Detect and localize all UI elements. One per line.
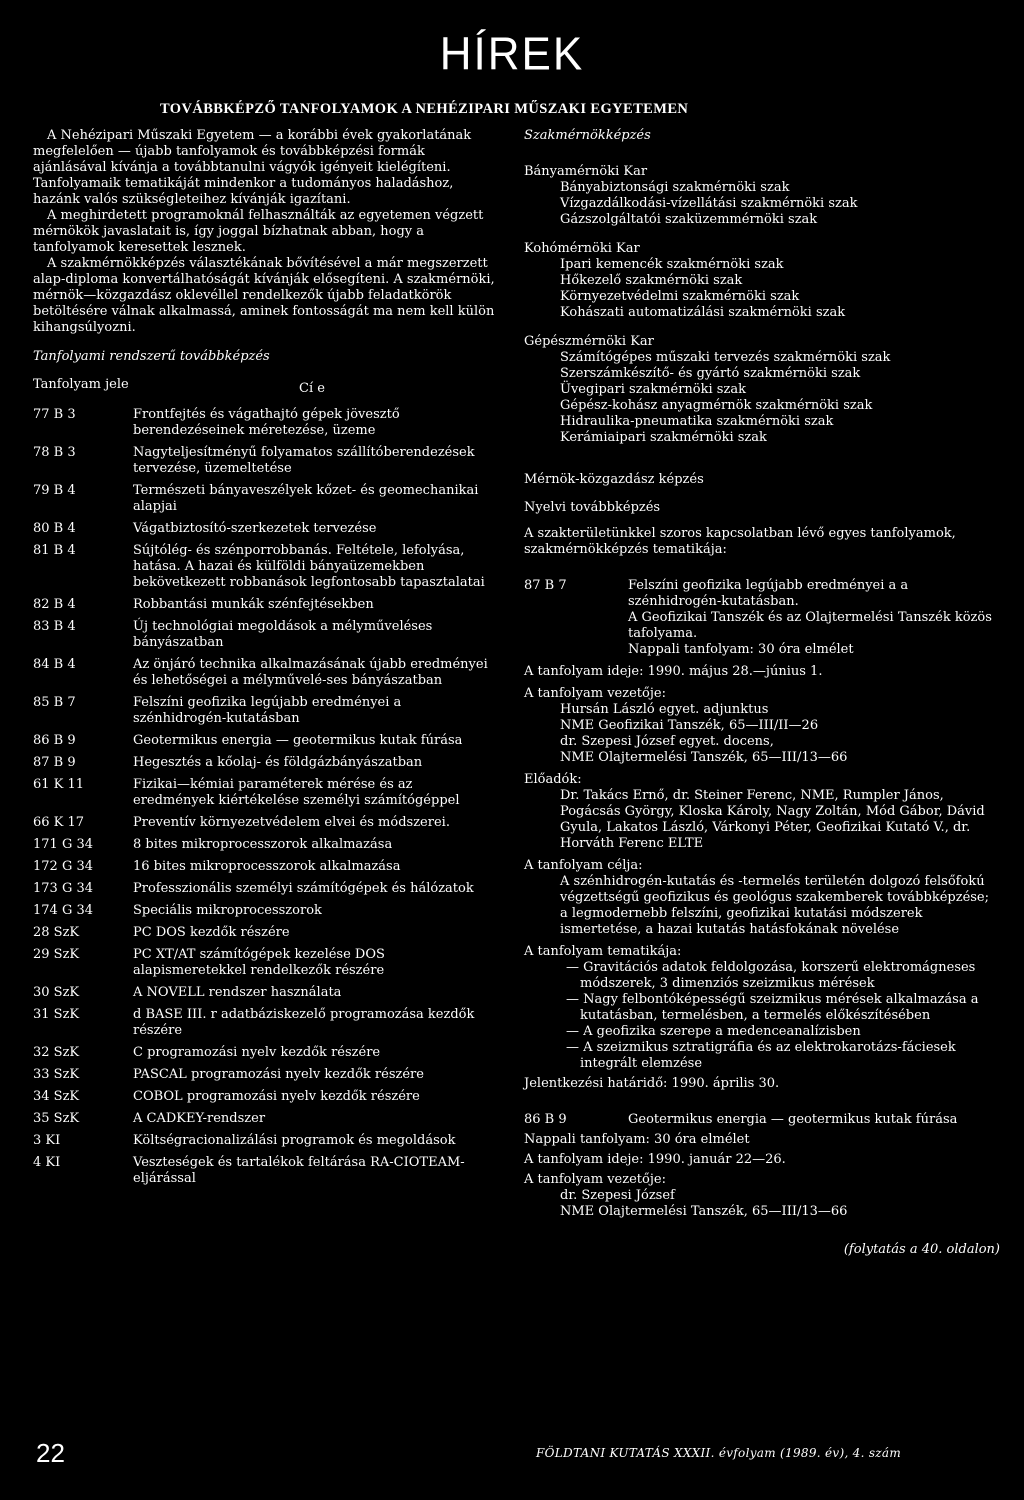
course-title: Frontfejtés és vágathajtó gépek jövesztő berendezéseinek méretezése, üzeme: [133, 407, 400, 438]
course-code: 3 KI: [33, 1133, 61, 1148]
course-row: [33, 903, 497, 925]
section-title-courses: Tanfolyami rendszerű továbbképzés: [33, 349, 270, 364]
course-note: Nappali tanfolyam: 30 óra elmélet: [628, 642, 854, 657]
mernok-kozgazdasz: Mérnök-közgazdász képzés: [524, 472, 704, 487]
banya-item: Gázszolgáltatói szaküzemmérnöki szak: [560, 212, 818, 227]
course-code: 81 B 4: [33, 543, 76, 558]
leader-line: dr. Szepesi József egyet. docens,: [560, 734, 774, 749]
header-code: Tanfolyam jele: [33, 377, 129, 392]
leader-line: dr. Szepesi József: [560, 1188, 675, 1203]
course-code: 171 G 34: [33, 837, 94, 852]
goal-text: A szénhidrogén-kutatás és -termelés területén dolgozó felsőfokú végzettségű geofizikus és geológus szakemberek továbbképzése; a legmodernebb felszíni, geofizikai kutatási módszerek ismertetése, a hazai kutatás hatásfokának növelése: [560, 874, 990, 937]
header-title: Cí e: [299, 381, 325, 396]
course-row: [33, 985, 497, 1007]
course-code: 33 SzK: [33, 1067, 80, 1082]
course-row: [33, 521, 497, 543]
gep-item: Hidraulika-pneumatika szakmérnöki szak: [560, 414, 834, 429]
left-column: [33, 128, 497, 1193]
course-code: 35 SzK: [33, 1111, 80, 1126]
course-row: [33, 619, 497, 657]
course-title: A NOVELL rendszer használata: [133, 985, 342, 1000]
course-code: 78 B 3: [33, 445, 76, 460]
course-title: Fizikai—kémiai paraméterek mérése és az eredmények kiértékelése személyi számítógéppel: [133, 777, 460, 808]
course-note: A Geofizikai Tanszék és az Olajtermelési Tanszék közös tafolyama.: [628, 610, 992, 641]
course-title: COBOL programozási nyelv kezdők részére: [133, 1089, 420, 1104]
course-code: 85 B 7: [33, 695, 76, 710]
course-row: [33, 483, 497, 521]
course-row: [33, 777, 497, 815]
course-87b7: [524, 578, 1000, 610]
course-title: Robbantási munkák szénfejtésekben: [133, 597, 374, 612]
tematika-intro: A szakterületünkkel szoros kapcsolatban lévő egyes tanfolyamok, szakmérnökképzés tematikája:: [524, 526, 956, 557]
course-title: Preventív környezetvédelem elvei és módszerei.: [133, 815, 450, 830]
course-code: 84 B 4: [33, 657, 76, 672]
course-row: [33, 1089, 497, 1111]
course-title: Veszteségek és tartalékok feltárása RA-CIOTEAM-eljárással: [133, 1155, 465, 1186]
course-code: 31 SzK: [33, 1007, 80, 1022]
course-title: PC DOS kezdők részére: [133, 925, 290, 940]
course-code: 29 SzK: [33, 947, 80, 962]
course-code: 30 SzK: [33, 985, 80, 1000]
courses-table-header: [33, 377, 497, 397]
course-row: [33, 1067, 497, 1089]
lecturers-label: Előadók:: [524, 772, 582, 787]
course-row: [33, 947, 497, 985]
course-row: [33, 657, 497, 695]
course-title: Vágatbiztosító-szerkezetek tervezése: [133, 521, 377, 536]
courses-table: [33, 407, 497, 1193]
koho-item: Kohászati automatizálási szakmérnöki szak: [560, 305, 846, 320]
course-code: 80 B 4: [33, 521, 76, 536]
topics-label: A tanfolyam tematikája:: [524, 944, 682, 959]
course-row: [33, 859, 497, 881]
course-86b9: [524, 1112, 1000, 1128]
course-title: Nagyteljesítményű folyamatos szállítóberendezések tervezése, üzemeltetése: [133, 445, 475, 476]
course-code: 86 B 9: [524, 1112, 567, 1127]
course-row: [33, 597, 497, 619]
course-title: 8 bites mikroprocesszorok alkalmazása: [133, 837, 393, 852]
course-code: 83 B 4: [33, 619, 76, 634]
course-title: d BASE III. r adatbáziskezelő programozása kezdők részére: [133, 1007, 475, 1038]
leader-line: NME Geofizikai Tanszék, 65—III/II—26: [560, 718, 819, 733]
topic-item: — Nagy felbontóképességű szeizmikus mérések alkalmazása a kutatásban, termelésben, a termelés előkészítésében: [566, 992, 979, 1023]
course-title: Geotermikus energia — geotermikus kutak fúrása: [133, 733, 463, 748]
leader-line: NME Olajtermelési Tanszék, 65—III/13—66: [560, 1204, 848, 1219]
course-code: 61 K 11: [33, 777, 85, 792]
course-row: [33, 1133, 497, 1155]
course-title: Hegesztés a kőolaj- és földgázbányászatban: [133, 755, 423, 770]
gep-item: Gépész-kohász anyagmérnök szakmérnöki szak: [560, 398, 873, 413]
course-row: [33, 1007, 497, 1045]
course-row: [33, 733, 497, 755]
section-title-szakmernok: Szakmérnökképzés: [524, 128, 651, 143]
gep-item: Számítógépes műszaki tervezés szakmérnöki szak: [560, 350, 891, 365]
intro-paragraph-2: A meghirdetett programoknál felhasználták az egyetemen végzett mérnökök javaslatait is, így joggal bízhatnak abban, hogy a tanfolyamok keresettek lesznek.: [33, 208, 484, 255]
course-title: A CADKEY-rendszer: [133, 1111, 266, 1126]
course-code: 66 K 17: [33, 815, 85, 830]
course-row: [33, 925, 497, 947]
course-row: [33, 445, 497, 483]
course-row: [33, 755, 497, 777]
course-row: [33, 1111, 497, 1133]
course-title: Az önjáró technika alkalmazásának újabb eredményei és lehetőségei a mélyművelé-ses bányászatban: [133, 657, 488, 688]
course-row: [33, 543, 497, 597]
leader-line: Hursán László egyet. adjunktus: [560, 702, 769, 717]
faculty-gepesz: Gépészmérnöki Kar: [524, 334, 654, 349]
koho-item: Környezetvédelmi szakmérnöki szak: [560, 289, 800, 304]
course-code: 173 G 34: [33, 881, 94, 896]
course-title: Felszíni geofizika legújabb eredményei a szénhidrogén-kutatásban: [133, 695, 402, 726]
course-row: [33, 837, 497, 859]
leader-label: A tanfolyam vezetője:: [524, 1172, 666, 1187]
topic-item: — Gravitációs adatok feldolgozása, korszerű elektromágneses módszerek, 3 dimenziós szeizmikus mérések: [566, 960, 976, 991]
course-date: A tanfolyam ideje: 1990. január 22—26.: [524, 1152, 786, 1167]
course-code: 32 SzK: [33, 1045, 80, 1060]
course-row: [33, 815, 497, 837]
intro-paragraph-3: A szakmérnökképzés választékának bővítésével a már megszerzett alap-diploma konvertálhatóságát kívánják elősegíteni. A szakmérnöki, mérnök—közgazdász oklevéllel rendelkezők újabb feladatkörök betöltésére válnak alkalmassá, aminek fontosságát ma nem kell külön kihangsúlyozni.: [33, 256, 495, 335]
course-title: Költségracionalizálási programok és megoldások: [133, 1133, 456, 1148]
course-code: 172 G 34: [33, 859, 94, 874]
course-mode: Nappali tanfolyam: 30 óra elmélet: [524, 1132, 750, 1147]
nyelvi-kepzes: Nyelvi továbbképzés: [524, 500, 661, 515]
page-title: HÍREK: [439, 28, 585, 81]
leader-line: NME Olajtermelési Tanszék, 65—III/13—66: [560, 750, 848, 765]
course-code: 87 B 7: [524, 578, 567, 593]
course-code: 174 G 34: [33, 903, 94, 918]
course-code: 86 B 9: [33, 733, 76, 748]
course-code: 34 SzK: [33, 1089, 80, 1104]
course-title: Természeti bányaveszélyek kőzet- és geomechanikai alapjai: [133, 483, 479, 514]
course-code: 79 B 4: [33, 483, 76, 498]
course-code: 77 B 3: [33, 407, 76, 422]
course-title: Felszíni geofizika legújabb eredményei a a szénhidrogén-kutatásban.: [628, 578, 909, 609]
koho-item: Ipari kemencék szakmérnöki szak: [560, 257, 784, 272]
course-title: 16 bites mikroprocesszorok alkalmazása: [133, 859, 401, 874]
course-title: Professzionális személyi számítógépek és hálózatok: [133, 881, 474, 896]
course-title: Sújtólég- és szénporrobbanás. Feltétele, lefolyása, hatása. A hazai és külföldi bányaüzemekben bekövetkezett robbanások legfontosabb tapasztalatai: [133, 543, 485, 590]
gep-item: Szerszámkészítő- és gyártó szakmérnöki szak: [560, 366, 861, 381]
topic-item: — A geofizika szerepe a medenceanalízisben: [566, 1024, 861, 1039]
gep-item: Üvegipari szakmérnöki szak: [560, 382, 746, 397]
course-title: Új technológiai megoldások a mélyműveléses bányászatban: [133, 619, 433, 650]
goal-label: A tanfolyam célja:: [524, 858, 643, 873]
deadline: Jelentkezési határidő: 1990. április 30.: [524, 1076, 780, 1091]
course-code: 82 B 4: [33, 597, 76, 612]
page-number: 22: [36, 1438, 65, 1468]
course-row: [33, 1155, 497, 1193]
banya-item: Bányabiztonsági szakmérnöki szak: [560, 180, 790, 195]
course-row: [33, 695, 497, 733]
faculty-koho: Kohómérnöki Kar: [524, 241, 640, 256]
faculty-banya: Bányamérnöki Kar: [524, 164, 648, 179]
course-code: 4 KI: [33, 1155, 61, 1170]
course-code: 28 SzK: [33, 925, 80, 940]
course-row: [33, 1045, 497, 1067]
koho-item: Hőkezelő szakmérnöki szak: [560, 273, 743, 288]
course-title: Geotermikus energia — geotermikus kutak fúrása: [628, 1112, 958, 1127]
topic-item: — A szeizmikus sztratigráfia és az elektrokarotázs-fáciesek integrált elemzése: [566, 1040, 956, 1071]
intro-paragraph-1: A Nehézipari Műszaki Egyetem — a korábbi évek gyakorlatának megfelelően — újabb tanfolyamok és továbbképzési formák ajánlásával kívánja a továbbtanulni vágyók igényeit kielégíteni. Tanfolyamaik tematikáját mindenkor a tudományos haladáshoz, hazánk valós szükségleteihez kívánják igazítani.: [33, 128, 472, 207]
course-title: PASCAL programozási nyelv kezdők részére: [133, 1067, 424, 1082]
right-column: [524, 128, 1000, 1258]
course-title: C programozási nyelv kezdők részére: [133, 1045, 381, 1060]
banya-item: Vízgazdálkodási-vízellátási szakmérnöki szak: [560, 196, 858, 211]
lecturers: Dr. Takács Ernő, dr. Steiner Ferenc, NME, Rumpler János, Pogácsás György, Kloska Károly, Nagy Zoltán, Mód Gábor, Dávid Gyula, Lakatos László, Várkonyi Péter, Geofizikai Kutató V., dr. Horváth Ferenc ELTE: [560, 788, 985, 851]
journal-footer: FÖLDTANI KUTATÁS XXXII. évfolyam (1989. év), 4. szám: [536, 1446, 902, 1460]
continued-note: (folytatás a 40. oldalon): [843, 1242, 1000, 1257]
course-row: [33, 407, 497, 445]
course-title: Speciális mikroprocesszorok: [133, 903, 322, 918]
course-code: 87 B 9: [33, 755, 76, 770]
course-row: [33, 881, 497, 903]
gep-item: Kerámiaipari szakmérnöki szak: [560, 430, 767, 445]
article-title: TOVÁBBKÉPZŐ TANFOLYAMOK A NEHÉZIPARI MŰSZAKI EGYETEMEN: [160, 101, 689, 117]
leader-label: A tanfolyam vezetője:: [524, 686, 666, 701]
course-title: PC XT/AT számítógépek kezelése DOS alapismeretekkel rendelkezők részére: [133, 947, 385, 978]
course-date: A tanfolyam ideje: 1990. május 28.—június 1.: [524, 664, 823, 679]
